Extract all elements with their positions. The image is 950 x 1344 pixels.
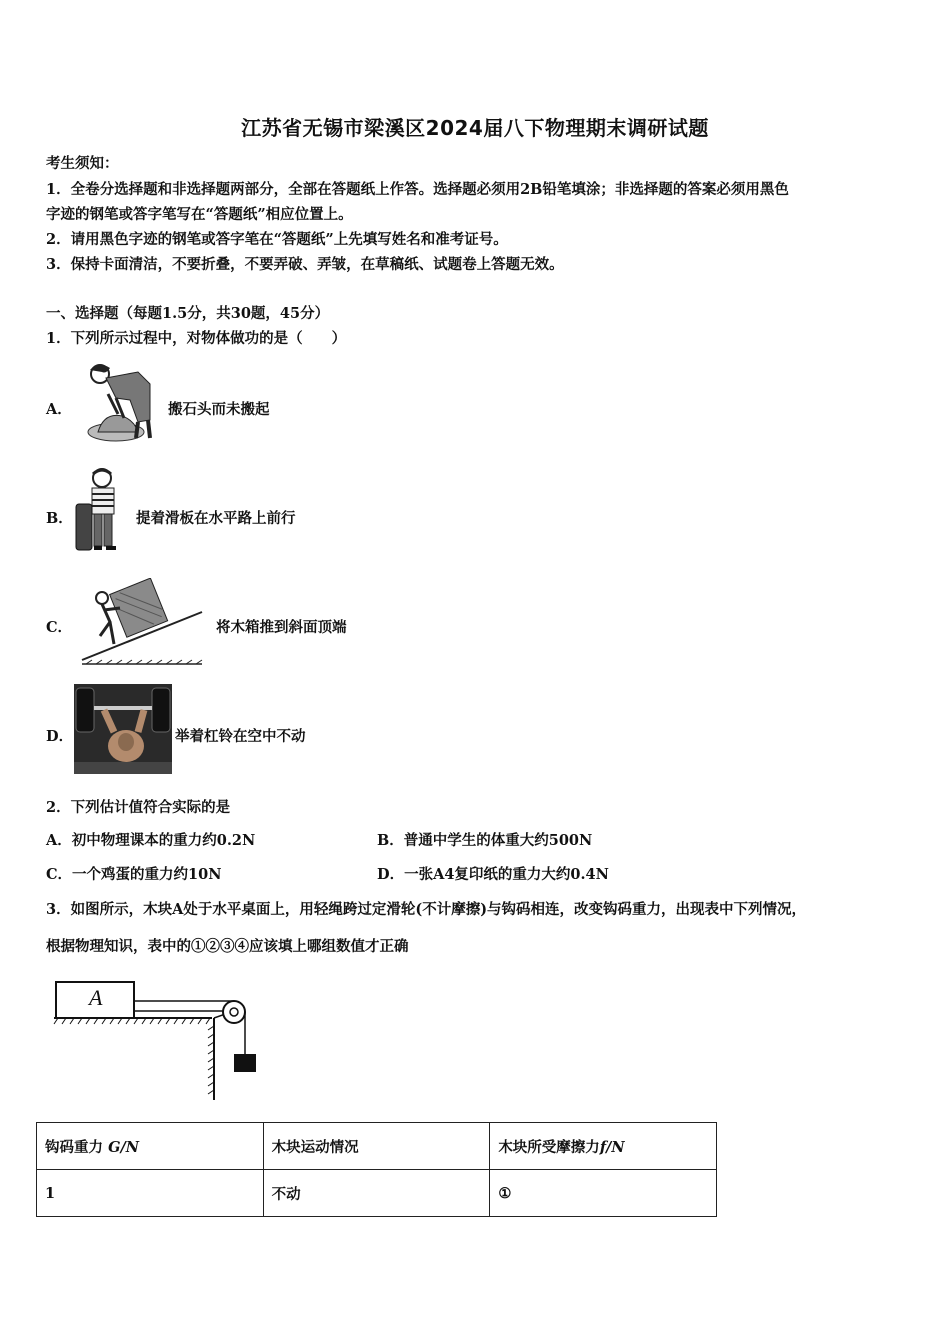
option-b-label: B．: [46, 510, 73, 527]
question-3-stem-line-1: 3．如图所示，木块A处于水平桌面上，用轻绳跨过定滑轮(不计摩擦)与钩码相连，改变钩码重力，出现表中下列情况，: [46, 901, 807, 918]
table-cell: 1: [37, 1170, 264, 1217]
section-heading: 一、选择题（每题1.5分，共30题，45分）: [46, 305, 330, 322]
table-header-row: [37, 1123, 717, 1170]
question-3-stem-line-2: 根据物理知识，表中的①②③④应该填上哪组数值才正确: [46, 938, 409, 955]
notice-line-3: 3．保持卡面清洁，不要折叠，不要弄破、弄皱，在草稿纸、试题卷上答题无效。: [46, 256, 564, 273]
q2-option-d: D．一张A4复印纸的重力大约0.4N: [377, 866, 609, 883]
q2-option-a: A．初中物理课本的重力约0.2N: [46, 832, 256, 849]
pulley-diagram: [52, 976, 262, 1104]
option-a-text: 搬石头而未搬起: [168, 401, 270, 418]
q2-option-c: C．一个鸡蛋的重力约10N: [46, 866, 222, 883]
boy-carrying-skateboard-image: [72, 466, 126, 558]
block-a-label: A: [89, 985, 103, 1010]
person-lifting-rock-image: [78, 360, 158, 442]
pushing-box-incline-image: [80, 578, 204, 670]
table-header-cell: 木块运动情况: [263, 1123, 490, 1170]
notice-heading: 考生须知：: [46, 155, 119, 172]
table-row: [37, 1170, 717, 1217]
notice-line-1: 1．全卷分选择题和非选择题两部分，全部在答题纸上作答。选择题必须用2B铅笔填涂；非选择题的答案必须用黑色: [46, 181, 789, 198]
table-cell: 不动: [263, 1170, 490, 1217]
option-a-label: A．: [46, 401, 72, 418]
question-2-stem: 2．下列估计值符合实际的是: [46, 799, 231, 816]
weightlifter-image: [74, 684, 172, 774]
q2-option-b: B．普通中学生的体重大约500N: [377, 832, 593, 849]
table-header-cell: 钩码重力 G/N: [37, 1123, 264, 1170]
question-1-stem: 1．下列所示过程中，对物体做功的是（ ）: [46, 330, 347, 347]
notice-line-1b: 字迹的钢笔或答字笔写在“答题纸”相应位置上。: [46, 206, 353, 223]
table-cell: ①: [490, 1170, 717, 1217]
option-c-label: C．: [46, 619, 73, 636]
option-c-text: 将木箱推到斜面顶端: [216, 619, 347, 636]
option-d-text: 举着杠铃在空中不动: [175, 728, 306, 745]
table-header-cell: 木块所受摩擦力f/N: [490, 1123, 717, 1170]
notice-line-2: 2．请用黑色字迹的钢笔或答字笔在“答题纸”上先填写姓名和准考证号。: [46, 231, 508, 248]
data-table: [36, 1122, 717, 1217]
option-b-text: 提着滑板在水平路上前行: [136, 510, 296, 527]
page-title: 江苏省无锡市梁溪区2024届八下物理期末调研试题: [241, 116, 709, 140]
option-d-label: D．: [46, 728, 74, 745]
